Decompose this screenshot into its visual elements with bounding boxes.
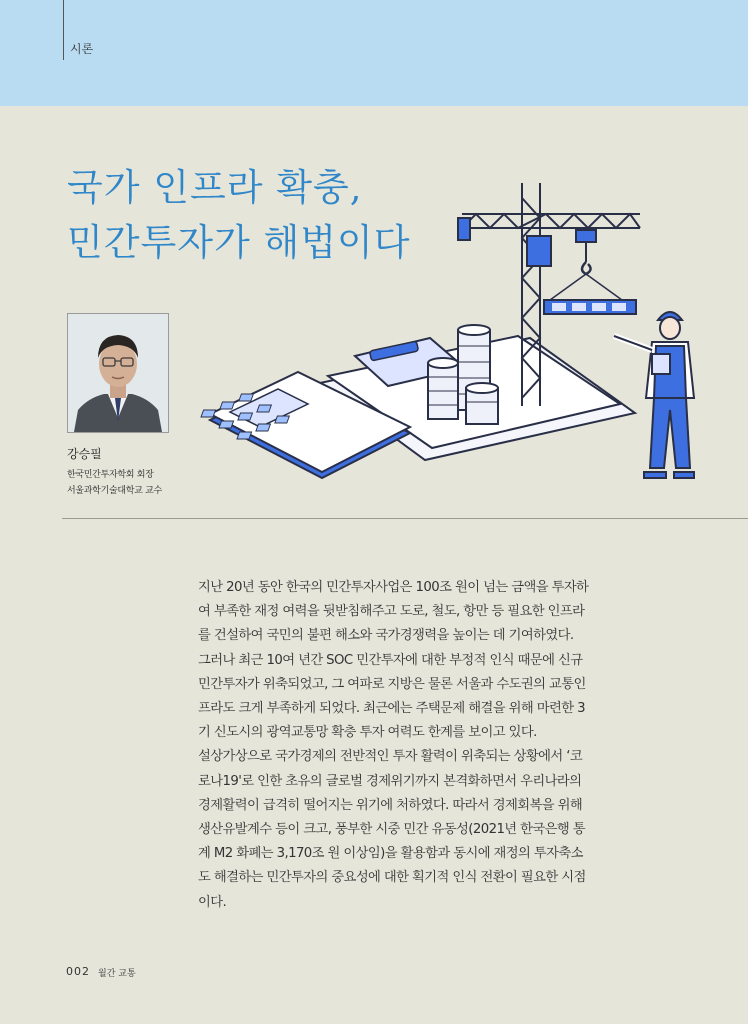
body-line: 지난 20년 동안 한국의 민간투자사업은 100조 원이 넘는 금액을 투자하 [198,580,589,595]
header-rule [63,0,64,60]
section-label: 시론 [70,42,94,56]
title-line-1: 국가 인프라 확충, [67,166,363,209]
crane-trolley [576,230,596,242]
author-name: 강승필 [67,447,102,461]
body-line: 기 신도시의 광역교통망 확충 투자 여력도 한계를 보이고 있다. [198,725,537,741]
page-number: 002 [66,965,90,978]
body-line: 로나19'로 인한 초유의 글로벌 경제위기까지 본격화하면서 우리나라의 [198,773,582,789]
construction-crane-illustration [200,178,720,498]
crane-cab [527,236,551,266]
body-line: 도 해결하는 민간투자의 중요성에 대한 획기적 인식 전환이 필요한 시점 [198,870,586,886]
crane-hook-icon [582,262,591,274]
body-line: 경제활력이 급격히 떨어지는 위기에 처하였다. 따라서 경제회복을 위해 [198,797,583,813]
worker-figure [614,312,694,478]
author-role-1: 한국민간투자학회 회장 [67,470,154,480]
body-line: 이다. [198,894,227,910]
body-line: 민간투자가 위축되었고, 그 여파로 지방은 물론 서울과 수도권의 교통인 [198,676,586,692]
author-portrait-icon [68,314,168,432]
author-role-2: 서울과학기술대학교 교수 [67,486,162,496]
header-band [0,0,748,106]
body-line: 를 건설하여 국민의 불편 해소와 국가경쟁력을 높이는 데 기여하였다. [198,628,574,644]
body-line: 그러나 최근 10여 년간 SOC 민간투자에 대한 부정적 인식 때문에 신규 [198,652,583,668]
article-body [198,576,610,915]
section-divider [62,518,748,519]
body-line: 여 부족한 재정 여력을 뒷받침해주고 도로, 철도, 항만 등 필요한 인프라 [198,604,585,620]
coin-stack-icon [428,325,498,424]
author-photo [67,313,169,433]
body-line: 프라도 크게 부족하게 되었다. 최근에는 주택문제 해결을 위해 마련한 3 [198,701,585,717]
steel-beam [544,300,636,314]
body-line: 생산유발계수 등이 크고, 풍부한 시중 민간 유동성(2021년 한국은행 통 [198,822,586,838]
title-line-2: 민간투자가 해법이다 [67,221,411,264]
body-line: 설상가상으로 국가경제의 전반적인 투자 활력이 위축되는 상황에서 ‘코 [198,749,583,765]
magazine-name: 월간 교통 [98,969,136,979]
body-line: 계 M2 화폐는 3,170조 원 이상임)을 활용함과 동시에 재정의 투자축소 [198,846,583,862]
crane-counterweight [458,218,470,240]
